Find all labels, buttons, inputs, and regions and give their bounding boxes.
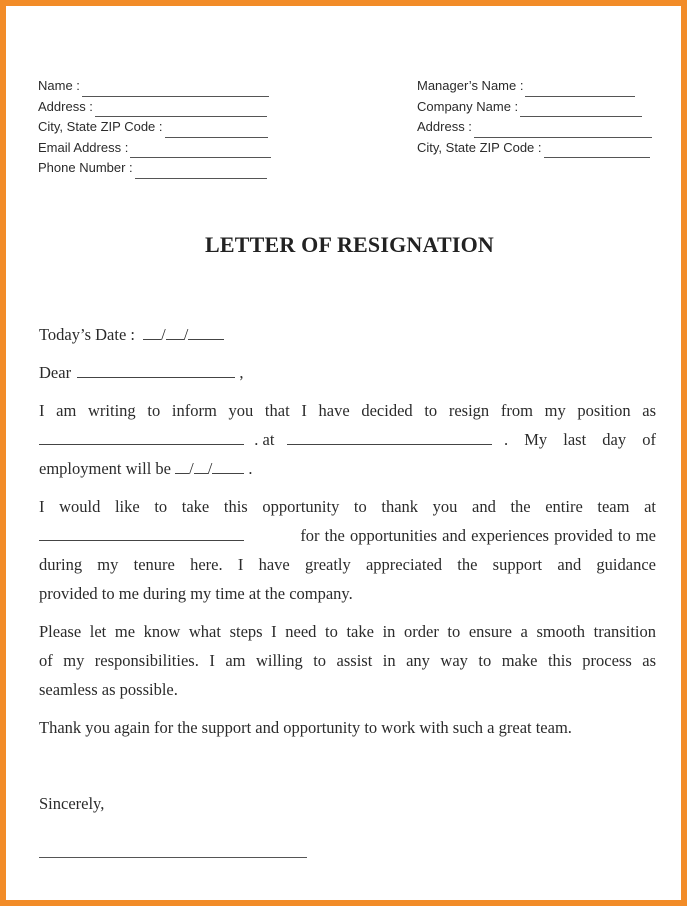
para1-line1: I am writing to inform you that I have decided to resign from my position as [39,401,656,420]
recipient-name-blank[interactable] [77,360,235,378]
last-day-month-blank[interactable] [175,456,189,474]
email-label: Email Address : [38,139,129,155]
letter-body [39,320,656,818]
para1-employment: employment will be [39,459,171,478]
date-line [39,320,656,349]
manager-label: Manager’s Name : [417,78,524,93]
name-row [38,76,271,97]
date-day-blank[interactable] [166,322,184,340]
email-blank[interactable] [130,143,271,158]
sender-info-block [38,76,271,179]
recipient-city-blank[interactable] [544,143,650,158]
signature-line[interactable] [39,857,307,858]
name-label: Name : [38,78,80,93]
company-name-blank[interactable] [287,427,492,445]
date-separator: / [207,459,213,478]
address-blank[interactable] [95,102,267,117]
date-separator: / [161,325,166,344]
recipient-address-label: Address : [417,119,472,134]
para3-line1: Please let me know what steps I need to take in order to ensure a smooth transition [39,622,656,641]
address-label: Address : [38,98,93,114]
last-day-year-blank[interactable] [212,456,244,474]
page-title: LETTER OF RESIGNATION [204,232,495,257]
position-blank[interactable] [39,427,244,445]
para2-line2 [39,521,656,550]
para1-end: . [248,459,253,478]
para1-at: . at [254,430,275,449]
greeting-word: Dear [39,363,72,382]
name-blank[interactable] [82,82,269,97]
recipient-city-row [417,138,652,159]
date-month-blank[interactable] [143,322,161,340]
recipient-address-blank[interactable] [474,123,652,138]
para1-line3 [39,454,656,483]
para3-line2: of my responsibilities. I am willing to assist in any way to make this process as [39,651,656,670]
para2-line3: during my tenure here. I have greatly appreciated the support and guidance [39,555,656,574]
email-row [38,138,271,159]
date-label: Today’s Date : [39,325,135,344]
phone-row [38,158,271,179]
company-blank[interactable] [520,102,642,117]
paragraph-2 [39,492,656,608]
paragraph-1 [39,396,656,483]
date-separator: / [189,459,194,478]
greeting-comma: , [239,363,244,382]
company-row [417,97,652,118]
city-label: City, State ZIP Code : [38,119,163,134]
para3-line3: seamless as possible. [39,680,178,699]
phone-blank[interactable] [135,164,267,179]
recipient-address-row [417,117,652,138]
para1-last-day: . My last day of [503,430,656,449]
last-day-day-blank[interactable] [194,456,208,474]
greeting-line [39,358,656,387]
address-row [38,97,271,118]
date-separator: / [183,325,189,344]
paragraph-3 [39,617,656,704]
company-label: Company Name : [417,98,519,114]
phone-label: Phone Number : [38,160,133,175]
para1-line2 [39,425,656,454]
para2-line4: provided to me during my time at the company. [39,584,353,603]
team-name-blank[interactable] [39,523,244,541]
para2-line1: I would like to take this opportunity to thank you and the entire team at [39,497,656,516]
city-row [38,117,271,138]
date-year-blank[interactable] [188,322,224,340]
para2-line2-text: for the opportunities and experiences provided to me [300,526,656,545]
paragraph-4: Thank you again for the support and opportunity to work with such a great team. [39,718,572,737]
closing: Sincerely, [39,794,105,813]
manager-row [417,76,652,97]
recipient-info-block [417,76,652,158]
manager-blank[interactable] [525,82,635,97]
recipient-city-label: City, State ZIP Code : [417,139,542,155]
city-blank[interactable] [165,123,268,138]
